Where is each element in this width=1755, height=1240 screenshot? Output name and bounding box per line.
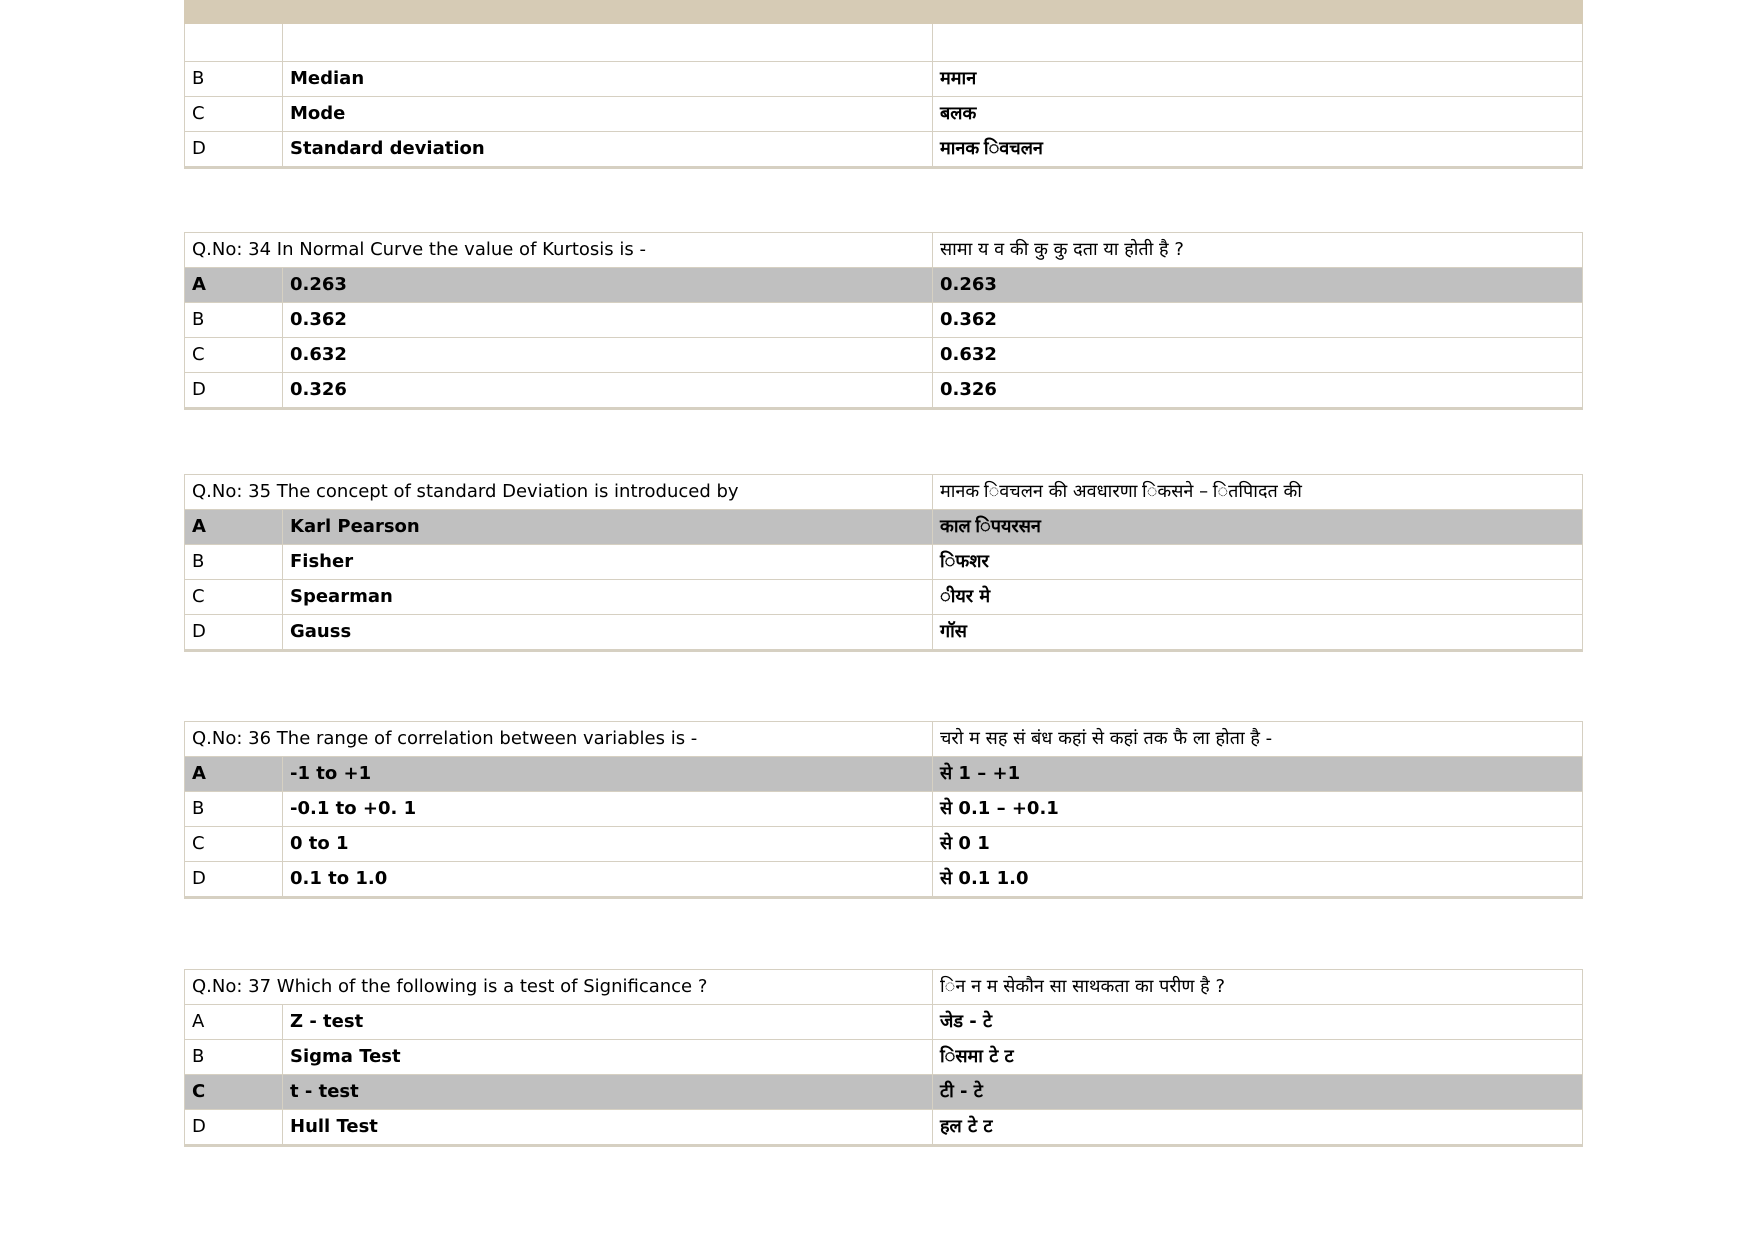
question-row [185, 970, 1583, 1005]
option-row [185, 97, 1583, 132]
table-row-empty [185, 24, 1583, 62]
question-number: Q.No: 36 [192, 728, 272, 749]
option-letter: D [185, 132, 283, 168]
option-text-hi: 0.326 [933, 373, 1583, 409]
option-text-en: -0.1 to +0. 1 [283, 792, 933, 827]
question-table-37 [184, 969, 1583, 1147]
question-row [185, 475, 1583, 510]
option-letter: B [185, 1040, 283, 1075]
question-text-hi: चरो म सह सं बंध कहां से कहां तक फै ला होता है - [933, 722, 1583, 757]
option-text-en: 0.1 to 1.0 [283, 862, 933, 898]
option-letter: D [185, 373, 283, 409]
question-text-hi: सामा य व की कु कु दता या होती है ? [933, 233, 1583, 268]
option-row [185, 757, 1583, 792]
table-header-band [185, 1, 1583, 24]
question-text-en [185, 970, 933, 1005]
option-row [185, 303, 1583, 338]
option-text-hi: हल टे ट [933, 1110, 1583, 1146]
option-row [185, 1110, 1583, 1146]
option-text-en: Sigma Test [283, 1040, 933, 1075]
option-letter: B [185, 792, 283, 827]
option-text-en: 0.263 [283, 268, 933, 303]
option-letter: A [185, 510, 283, 545]
question-text-hi: िन न म सेकौन सा साथकता का परीण है ? [933, 970, 1583, 1005]
option-letter: A [185, 757, 283, 792]
option-row [185, 268, 1583, 303]
option-text-hi: से 0.1 – +0.1 [933, 792, 1583, 827]
option-row [185, 827, 1583, 862]
option-text-hi: 0.632 [933, 338, 1583, 373]
option-text-en: Fisher [283, 545, 933, 580]
option-text-hi: से 1 – +1 [933, 757, 1583, 792]
question-text-hi: मानक िवचलन की अवधारणा िकसने – ितपािदत की [933, 475, 1583, 510]
option-text-hi: से 0.1 1.0 [933, 862, 1583, 898]
option-text-en: Standard deviation [283, 132, 933, 168]
option-row [185, 580, 1583, 615]
question-text-en [185, 722, 933, 757]
option-row [185, 338, 1583, 373]
option-letter: C [185, 97, 283, 132]
option-text-en: t - test [283, 1075, 933, 1110]
option-text-hi: ीयर मे [933, 580, 1583, 615]
option-text-hi: से 0 1 [933, 827, 1583, 862]
option-row [185, 510, 1583, 545]
option-letter: D [185, 862, 283, 898]
option-text-en: Hull Test [283, 1110, 933, 1146]
option-text-hi: 0.362 [933, 303, 1583, 338]
option-text-hi: जेड - टे [933, 1005, 1583, 1040]
question-number: Q.No: 37 [192, 976, 272, 997]
option-letter: D [185, 1110, 283, 1146]
question-text-en [185, 233, 933, 268]
question-number: Q.No: 35 [192, 481, 272, 502]
option-text-hi: काल िपयरसन [933, 510, 1583, 545]
option-row [185, 792, 1583, 827]
option-row [185, 615, 1583, 651]
option-letter: B [185, 62, 283, 97]
option-row [185, 1075, 1583, 1110]
question-table-prev [184, 0, 1583, 169]
option-text-en: Gauss [283, 615, 933, 651]
option-text-hi: िसमा टे ट [933, 1040, 1583, 1075]
option-text-hi: िफशर [933, 545, 1583, 580]
option-text-hi: गॉस [933, 615, 1583, 651]
option-letter: C [185, 338, 283, 373]
option-row [185, 1005, 1583, 1040]
option-row [185, 62, 1583, 97]
option-letter: A [185, 268, 283, 303]
option-text-en: 0 to 1 [283, 827, 933, 862]
option-text-hi: ममान [933, 62, 1583, 97]
option-letter: A [185, 1005, 283, 1040]
option-text-en: Karl Pearson [283, 510, 933, 545]
option-letter: B [185, 303, 283, 338]
option-text-en: 0.362 [283, 303, 933, 338]
question-text: The concept of standard Deviation is introduced by [276, 481, 739, 502]
option-row [185, 545, 1583, 580]
question-table-35 [184, 474, 1583, 652]
question-table-34 [184, 232, 1583, 410]
question-text: Which of the following is a test of Significance ? [276, 976, 708, 997]
question-table-36 [184, 721, 1583, 899]
option-text-en: Mode [283, 97, 933, 132]
option-text-en: -1 to +1 [283, 757, 933, 792]
option-letter: D [185, 615, 283, 651]
option-text-en: Median [283, 62, 933, 97]
option-row [185, 862, 1583, 898]
question-row [185, 722, 1583, 757]
option-text-hi: मानक िवचलन [933, 132, 1583, 168]
option-text-en: Z - test [283, 1005, 933, 1040]
question-text: In Normal Curve the value of Kurtosis is - [276, 239, 646, 260]
option-row [185, 373, 1583, 409]
option-letter: B [185, 545, 283, 580]
option-text-hi: 0.263 [933, 268, 1583, 303]
question-text: The range of correlation between variables is - [276, 728, 698, 749]
option-letter: C [185, 827, 283, 862]
question-row [185, 233, 1583, 268]
option-row [185, 132, 1583, 168]
question-number: Q.No: 34 [192, 239, 272, 260]
option-text-hi: बलक [933, 97, 1583, 132]
question-text-en [185, 475, 933, 510]
option-text-en: Spearman [283, 580, 933, 615]
option-text-hi: टी - टे [933, 1075, 1583, 1110]
option-text-en: 0.632 [283, 338, 933, 373]
option-row [185, 1040, 1583, 1075]
option-letter: C [185, 1075, 283, 1110]
option-text-en: 0.326 [283, 373, 933, 409]
option-letter: C [185, 580, 283, 615]
